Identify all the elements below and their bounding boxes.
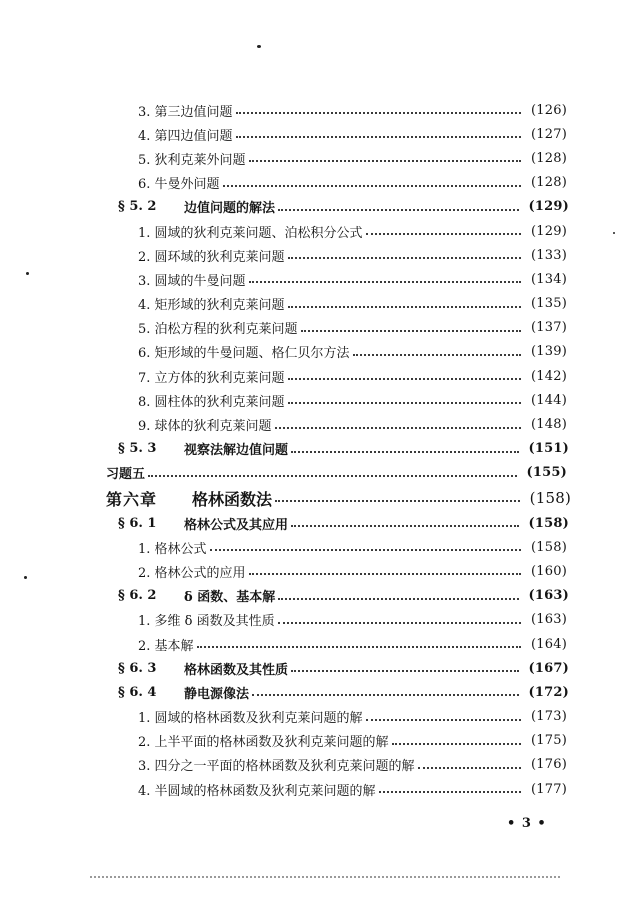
- dot-leader: [353, 354, 521, 356]
- section-title: δ 函数、基本解: [184, 590, 276, 606]
- dot-leader: [148, 475, 517, 477]
- section-title: 格林公式及其应用: [184, 517, 289, 533]
- entry-title: 3. 四分之一平面的格林函数及狄利克莱问题的解: [138, 759, 415, 775]
- toc-section[interactable]: [0, 680, 637, 704]
- section-number: § 6. 1: [118, 515, 157, 531]
- dot-leader: [249, 573, 521, 575]
- toc-entry[interactable]: [0, 412, 637, 436]
- dot-leader: [223, 185, 521, 187]
- dot-leader: [197, 646, 521, 648]
- page-number: (142): [531, 368, 567, 384]
- page-number: (133): [531, 247, 567, 263]
- dot-leader: [236, 112, 521, 114]
- toc-entry[interactable]: [0, 98, 637, 122]
- page-number: (151): [528, 441, 569, 457]
- dot-leader: [275, 427, 521, 429]
- section-number: § 6. 2: [118, 588, 157, 604]
- page-number: (158): [528, 515, 569, 531]
- dot-leader: [291, 451, 519, 453]
- page-number: (128): [531, 150, 567, 166]
- entry-title: 3. 第三边值问题: [138, 104, 233, 120]
- entry-title: 3. 圆域的牛曼问题: [138, 273, 246, 289]
- toc-section[interactable]: [0, 656, 637, 680]
- dot-leader: [379, 791, 521, 793]
- toc-entry[interactable]: [0, 608, 637, 632]
- toc-entry[interactable]: [0, 559, 637, 583]
- entry-title: 5. 狄利克莱外问题: [138, 152, 246, 168]
- entry-title: 4. 半圆域的格林函数及狄利克莱问题的解: [138, 783, 376, 799]
- toc-entry[interactable]: [0, 316, 637, 340]
- page-number: (163): [531, 612, 567, 628]
- page-number: (173): [531, 709, 567, 725]
- page-number: (129): [531, 223, 567, 239]
- entry-title: 2. 圆环域的狄利克莱问题: [138, 249, 285, 265]
- entry-title: 1. 格林公式: [138, 541, 207, 557]
- entry-title: 2. 基本解: [138, 638, 194, 654]
- page-number: (148): [531, 417, 567, 433]
- dot-leader: [278, 598, 518, 600]
- dot-leader: [301, 330, 521, 332]
- entry-title: 1. 圆域的格林函数及狄利克莱问题的解: [138, 711, 363, 727]
- toc-entry[interactable]: [0, 122, 637, 146]
- page-number: (144): [531, 392, 567, 408]
- section-number: § 6. 3: [118, 660, 157, 676]
- entry-title: 8. 圆柱体的狄利克莱问题: [138, 394, 285, 410]
- scan-artifact-band: [90, 876, 560, 881]
- scan-speck: [257, 45, 261, 48]
- page-number: (137): [531, 320, 567, 336]
- toc-entry[interactable]: [0, 535, 637, 559]
- section-title: 静电源像法: [184, 686, 250, 702]
- toc-entry[interactable]: [0, 146, 637, 170]
- page-number: (158): [529, 489, 571, 507]
- dot-leader: [249, 281, 521, 283]
- entry-title: 2. 格林公式的应用: [138, 565, 246, 581]
- entry-title: 4. 矩形域的狄利克莱问题: [138, 298, 285, 314]
- dot-leader: [366, 233, 521, 235]
- page-number: (176): [531, 757, 567, 773]
- page-number: (139): [531, 344, 567, 360]
- dot-leader: [288, 306, 521, 308]
- page-number: (126): [531, 102, 567, 118]
- entry-title: 1. 圆域的狄利克莱问题、泊松积分公式: [138, 225, 363, 241]
- page-number: (158): [531, 539, 567, 555]
- dot-leader: [392, 743, 521, 745]
- page-number: (128): [531, 175, 567, 191]
- page-number: (177): [531, 781, 567, 797]
- dot-leader: [249, 160, 521, 162]
- toc-exercise[interactable]: [0, 461, 637, 485]
- entry-title: 6. 矩形域的牛曼问题、格仁贝尔方法: [138, 346, 350, 362]
- table-of-contents: [0, 98, 637, 801]
- page-number: (134): [531, 271, 567, 287]
- toc-entry[interactable]: [0, 753, 637, 777]
- entry-title: 2. 上半平面的格林函数及狄利克莱问题的解: [138, 735, 389, 751]
- chapter-number: 第六章: [106, 489, 158, 509]
- toc-entry[interactable]: [0, 777, 637, 801]
- section-number: § 5. 3: [118, 441, 157, 457]
- entry-title: 1. 多维 δ 函数及其性质: [138, 614, 275, 630]
- exercise-title: 习题五: [106, 467, 146, 483]
- toc-entry[interactable]: [0, 340, 637, 364]
- page-folio: • 3 •: [507, 816, 547, 831]
- dot-leader: [252, 694, 519, 696]
- section-number: § 6. 4: [118, 684, 157, 700]
- toc-entry[interactable]: [0, 705, 637, 729]
- entry-title: 6. 牛曼外问题: [138, 177, 220, 193]
- toc-section[interactable]: [0, 584, 637, 608]
- page-number: (167): [528, 660, 569, 676]
- entry-title: 4. 第四边值问题: [138, 128, 233, 144]
- toc-entry[interactable]: [0, 388, 637, 412]
- dot-leader: [366, 719, 521, 721]
- entry-title: 9. 球体的狄利克莱问题: [138, 419, 272, 435]
- section-title: 边值问题的解法: [184, 201, 276, 217]
- dot-leader: [291, 525, 519, 527]
- toc-entry[interactable]: [0, 171, 637, 195]
- dot-leader: [236, 136, 521, 138]
- page-number: (160): [531, 563, 567, 579]
- toc-chapter[interactable]: [0, 485, 637, 511]
- toc-entry[interactable]: [0, 729, 637, 753]
- toc-entry[interactable]: [0, 243, 637, 267]
- section-number: § 5. 2: [118, 199, 157, 215]
- toc-entry[interactable]: [0, 267, 637, 291]
- page-number: (127): [531, 126, 567, 142]
- toc-section[interactable]: [0, 511, 637, 535]
- toc-entry[interactable]: [0, 292, 637, 316]
- page-number: (163): [528, 588, 569, 604]
- toc-section[interactable]: [0, 437, 637, 461]
- section-title: 视察法解边值问题: [184, 443, 289, 459]
- page-number: (164): [531, 636, 567, 652]
- dot-leader: [288, 257, 521, 259]
- dot-leader: [418, 767, 521, 769]
- entry-title: 5. 泊松方程的狄利克莱问题: [138, 322, 298, 338]
- toc-entry[interactable]: [0, 219, 637, 243]
- dot-leader: [291, 670, 519, 672]
- page-number: (175): [531, 733, 567, 749]
- toc-entry[interactable]: [0, 364, 637, 388]
- dot-leader: [278, 622, 521, 624]
- chapter-title: 格林函数法: [192, 489, 273, 509]
- entry-title: 7. 立方体的狄利克莱问题: [138, 370, 285, 386]
- page-number: (172): [528, 684, 569, 700]
- dot-leader: [275, 500, 520, 502]
- toc-section[interactable]: [0, 195, 637, 219]
- page-number: (135): [531, 296, 567, 312]
- page-number: (155): [526, 465, 567, 481]
- toc-entry[interactable]: [0, 632, 637, 656]
- section-title: 格林函数及其性质: [184, 662, 289, 678]
- dot-leader: [288, 378, 521, 380]
- dot-leader: [278, 209, 519, 211]
- dot-leader: [210, 549, 521, 551]
- dot-leader: [288, 402, 521, 404]
- page-number: (129): [528, 199, 569, 215]
